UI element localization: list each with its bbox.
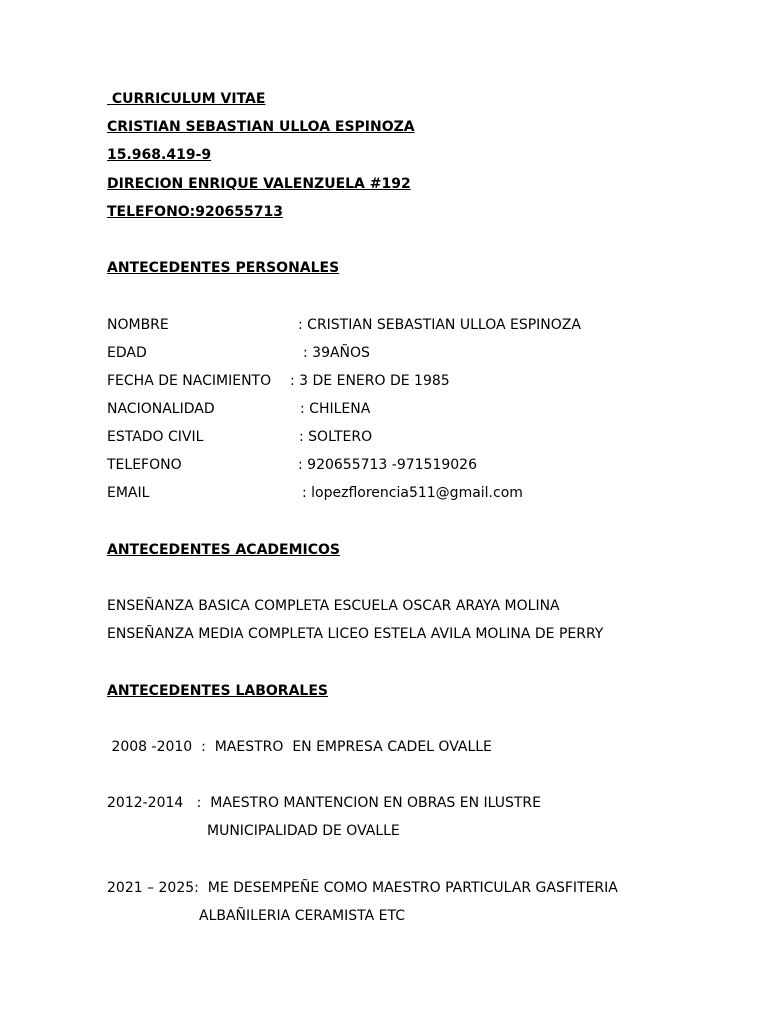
work-entry-continuation: ALBAÑILERIA CERAMISTA ETC <box>199 908 405 924</box>
personal-value: : SOLTERO <box>299 429 373 445</box>
personal-label: TELEFONO <box>107 457 182 473</box>
personal-value: : CHILENA <box>300 401 371 417</box>
work-entry: 2021 – 2025: ME DESEMPEÑE COMO MAESTRO PARTICULAR GASFITERIA <box>107 880 618 896</box>
academic-item: ENSEÑANZA BASICA COMPLETA ESCUELA OSCAR ARAYA MOLINA <box>107 598 560 614</box>
header-rut: 15.968.419-9 <box>107 147 212 163</box>
academic-heading: ANTECEDENTES ACADEMICOS <box>107 542 341 558</box>
personal-label: NOMBRE <box>107 317 169 333</box>
personal-value: : lopezflorencia511@gmail.com <box>302 485 523 501</box>
header-name: CRISTIAN SEBASTIAN ULLOA ESPINOZA <box>107 119 415 135</box>
header-phone: TELEFONO:920655713 <box>107 204 283 220</box>
work-entry: 2008 -2010 : MAESTRO EN EMPRESA CADEL OVALLE <box>107 739 492 755</box>
personal-value: : 920655713 -971519026 <box>298 457 477 473</box>
work-entry: 2012-2014 : MAESTRO MANTENCION EN OBRAS EN ILUSTRE <box>107 795 541 811</box>
work-entry-continuation: MUNICIPALIDAD DE OVALLE <box>207 823 400 839</box>
personal-value: : CRISTIAN SEBASTIAN ULLOA ESPINOZA <box>298 317 581 333</box>
work-heading: ANTECEDENTES LABORALES <box>107 683 328 699</box>
personal-value: : 39AÑOS <box>303 345 370 361</box>
personal-label: ESTADO CIVIL <box>107 429 204 445</box>
header-address: DIRECION ENRIQUE VALENZUELA #192 <box>107 176 411 192</box>
personal-label: NACIONALIDAD <box>107 401 215 417</box>
cv-title: CURRICULUM VITAE <box>107 91 266 107</box>
personal-heading: ANTECEDENTES PERSONALES <box>107 260 340 276</box>
personal-value: : 3 DE ENERO DE 1985 <box>290 373 450 389</box>
personal-label: FECHA DE NACIMIENTO <box>107 373 272 389</box>
academic-item: ENSEÑANZA MEDIA COMPLETA LICEO ESTELA AVILA MOLINA DE PERRY <box>107 626 604 642</box>
personal-label: EDAD <box>107 345 147 361</box>
personal-label: EMAIL <box>107 485 150 501</box>
